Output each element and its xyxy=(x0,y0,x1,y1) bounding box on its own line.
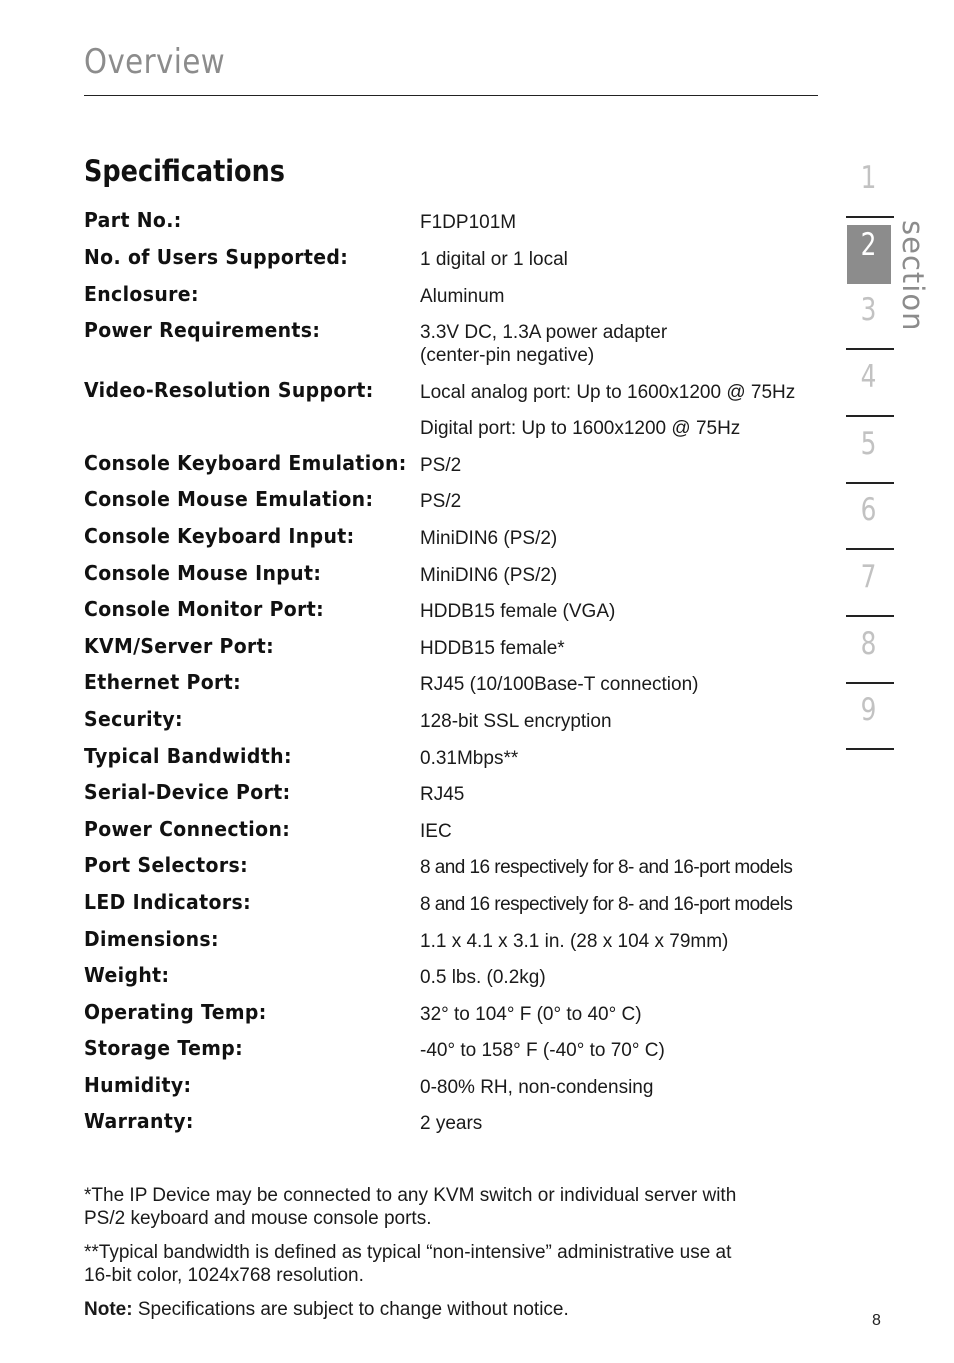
section-tab-number: 3 xyxy=(860,292,877,328)
spec-value xyxy=(420,211,516,234)
spec-value-line: 0-80% RH, non-condensing xyxy=(420,1077,654,1098)
spec-value xyxy=(420,930,728,953)
section-tab-2[interactable] xyxy=(846,223,894,283)
spec-value-line: 3.3V DC, 1.3A power adapter xyxy=(420,322,668,343)
footnote-double-asterisk xyxy=(84,1241,814,1287)
spec-value-line: RJ45 xyxy=(420,784,465,805)
section-tab-6[interactable] xyxy=(846,488,894,550)
spec-value-line: (center-pin negative) xyxy=(420,345,595,366)
spec-value xyxy=(420,321,667,367)
spec-label: Port Selectors: xyxy=(84,853,249,877)
spec-value xyxy=(420,1039,665,1062)
spec-value-line: 2 years xyxy=(420,1113,483,1134)
spec-label: KVM/Server Port: xyxy=(84,634,275,658)
spec-value xyxy=(420,710,612,733)
section-tab-9[interactable] xyxy=(846,688,894,750)
footnote-line: 16-bit color, 1024x768 resolution. xyxy=(84,1265,364,1286)
spec-label: LED Indicators: xyxy=(84,890,252,914)
spec-value-line: 128-bit SSL encryption xyxy=(420,711,612,732)
footnote-line: PS/2 keyboard and mouse console ports. xyxy=(84,1208,432,1229)
spec-value xyxy=(420,285,504,308)
spec-value xyxy=(420,1112,482,1135)
spec-value xyxy=(420,417,740,440)
spec-label: Console Keyboard Emulation: xyxy=(84,451,407,475)
spec-label: Power Connection: xyxy=(84,817,291,841)
spec-label: Humidity: xyxy=(84,1073,192,1097)
spec-value-line: MiniDIN6 (PS/2) xyxy=(420,565,558,586)
section-tab-number: 4 xyxy=(860,359,877,395)
spec-label: Power Requirements: xyxy=(84,318,321,342)
spec-label: Console Mouse Input: xyxy=(84,561,322,585)
spec-label: Video-Resolution Support: xyxy=(84,378,374,402)
section-tab-number: 5 xyxy=(860,426,877,462)
spec-value-line: HDDB15 female* xyxy=(420,638,565,659)
section-tab-3[interactable] xyxy=(846,288,894,350)
section-tab-5[interactable] xyxy=(846,422,894,484)
spec-label: No. of Users Supported: xyxy=(84,245,349,269)
section-tab-number: 7 xyxy=(860,559,877,595)
footnote-line: **Typical bandwidth is defined as typical “non-intensive” administrative use at xyxy=(84,1242,732,1263)
section-tab-7[interactable] xyxy=(846,555,894,617)
section-tab-number: 1 xyxy=(860,160,877,196)
spec-label: Console Monitor Port: xyxy=(84,597,325,621)
spec-value-line: HDDB15 female (VGA) xyxy=(420,601,616,622)
spec-value xyxy=(420,381,795,404)
note-line xyxy=(84,1298,814,1321)
spec-label: Console Mouse Emulation: xyxy=(84,487,374,511)
spec-value xyxy=(420,527,557,550)
note-text: Specifications are subject to change without notice. xyxy=(132,1299,569,1320)
section-tab-number: 2 xyxy=(860,227,877,263)
section-word: section xyxy=(896,220,930,332)
spec-value-line: -40° to 158° F (-40° to 70° C) xyxy=(420,1040,665,1061)
page-number: 8 xyxy=(872,1312,881,1329)
spec-value-line: PS/2 xyxy=(420,491,462,512)
spec-value-line: 8 and 16 respectively for 8- and 16-port models xyxy=(420,857,793,878)
section-tab-4[interactable] xyxy=(846,355,894,417)
spec-value-line: 32° to 104° F (0° to 40° C) xyxy=(420,1004,642,1025)
spec-value-line: PS/2 xyxy=(420,455,462,476)
section-tab-number: 8 xyxy=(860,626,877,662)
spec-value-line: 1 digital or 1 local xyxy=(420,249,568,270)
spec-value-line: MiniDIN6 (PS/2) xyxy=(420,528,558,549)
spec-label: Enclosure: xyxy=(84,282,199,306)
section-heading: Specifications xyxy=(84,154,285,188)
spec-value-line: Aluminum xyxy=(420,286,505,307)
section-tab-1[interactable] xyxy=(846,156,894,218)
section-tab-number: 9 xyxy=(860,692,877,728)
spec-value xyxy=(420,893,792,916)
section-tab-8[interactable] xyxy=(846,622,894,684)
section-tab-number: 6 xyxy=(860,492,877,528)
header-divider xyxy=(84,95,818,96)
spec-label: Weight: xyxy=(84,963,170,987)
spec-value-line: IEC xyxy=(420,821,452,842)
spec-value-line: Local analog port: Up to 1600x1200 @ 75Hz xyxy=(420,382,796,403)
spec-label: Storage Temp: xyxy=(84,1036,244,1060)
spec-value-line: 0.5 lbs. (0.2kg) xyxy=(420,967,546,988)
section-vertical-label xyxy=(896,220,930,340)
spec-label: Warranty: xyxy=(84,1109,194,1133)
spec-value xyxy=(420,248,568,271)
spec-label: Part No.: xyxy=(84,208,182,232)
spec-label: Security: xyxy=(84,707,183,731)
spec-value xyxy=(420,490,461,513)
spec-label: Serial-Device Port: xyxy=(84,780,291,804)
spec-value xyxy=(420,966,546,989)
spec-label: Dimensions: xyxy=(84,927,219,951)
spec-value xyxy=(420,1003,642,1026)
spec-value-line: RJ45 (10/100Base-T connection) xyxy=(420,674,699,695)
spec-value xyxy=(420,673,698,696)
spec-value xyxy=(420,820,452,843)
spec-label: Console Keyboard Input: xyxy=(84,524,355,548)
spec-label: Operating Temp: xyxy=(84,1000,267,1024)
footnote-line: *The IP Device may be connected to any KVM switch or individual server with xyxy=(84,1185,737,1206)
spec-value xyxy=(420,637,565,660)
spec-label: Typical Bandwidth: xyxy=(84,744,292,768)
spec-label: Ethernet Port: xyxy=(84,670,242,694)
footnote-asterisk xyxy=(84,1184,814,1230)
spec-value xyxy=(420,747,518,770)
page-header-title: Overview xyxy=(84,42,226,82)
spec-value xyxy=(420,1076,653,1099)
spec-value xyxy=(420,600,615,623)
spec-value-line: 8 and 16 respectively for 8- and 16-port models xyxy=(420,894,793,915)
spec-value xyxy=(420,454,461,477)
spec-value-line: 1.1 x 4.1 x 3.1 in. (28 x 104 x 79mm) xyxy=(420,931,729,952)
note-label: Note: xyxy=(84,1299,133,1320)
spec-value-line: F1DP101M xyxy=(420,212,517,233)
spec-value xyxy=(420,856,792,879)
spec-value xyxy=(420,564,557,587)
spec-value xyxy=(420,783,464,806)
spec-value-line: 0.31Mbps** xyxy=(420,748,519,769)
spec-value-line: Digital port: Up to 1600x1200 @ 75Hz xyxy=(420,418,741,439)
